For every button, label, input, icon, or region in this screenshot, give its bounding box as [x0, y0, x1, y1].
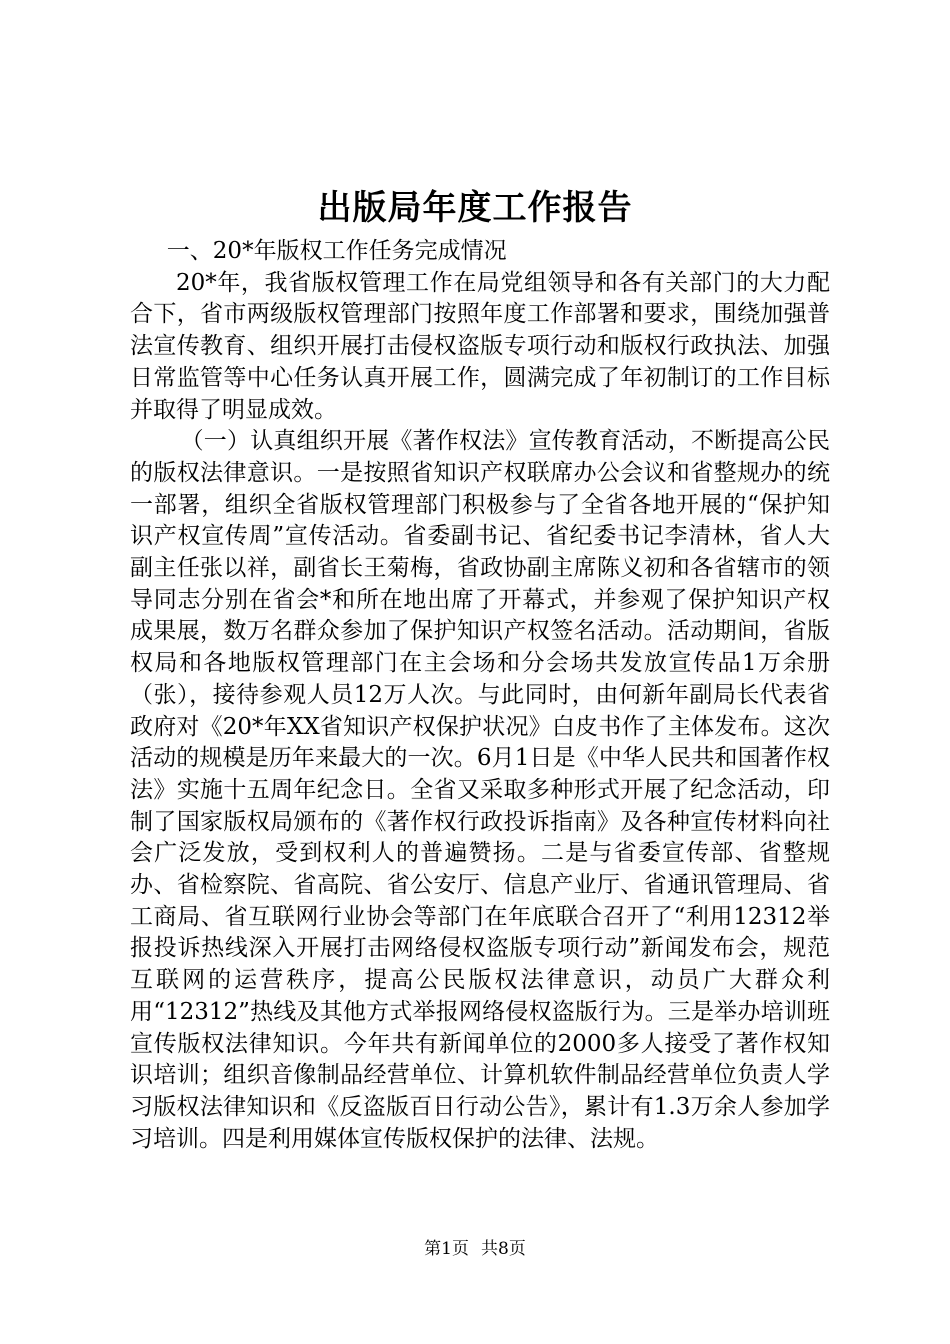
paragraph-publicity: （一）认真组织开展《著作权法》宣传教育活动，不断提高公民的版权法律意识。一是按照省知识产权联席办公会议和省整规办的统一部署，组织全省版权管理部门积极参与了全省各地开展的“保护知识产权宣传周”宣传活动。省委副书记、省纪委书记李清林，省人大副主任张以祥，副省长王菊梅，省政协副主席陈义初和各省辖市的领导同志分别在省会*和所在地出席了开幕式，并参观了保护知识产权成果展，数万名群众参加了保护知识产权签名活动。活动期间，省版权局和各地版权管理部门在主会场和分会场共发放宣传品1万余册（张），接待参观人员12万人次。与此同时，由何新年副局长代表省政府对《20*年XX省知识产权保护状况》白皮书作了主体发布。这次活动的规模是历年来最大的一次。6月1日是《中华人民共和国著作权法》实施十五周年纪念日。全省又采取多种形式开展了纪念活动，印制了国家版权局颁布的《著作权行政投诉指南》及各种宣传材料向社会广泛发放，受到权利人的普遍赞扬。二是与省委宣传部、省整规办、省检察院、省高院、省公安厅、信息产业厅、省通讯管理局、省工商局、省互联网行业协会等部门在年底联合召开了“利用12312举报投诉热线深入开展打击网络侵权盗版专项行动”新闻发布会，规范互联网的运营秩序，提高公民版权法律意识，动员广大群众利用“12312”热线及其他方式举报网络侵权盗版行为。三是举办培训班宣传版权法律知识。今年共有新闻单位的2000多人接受了著作权知识培训；组织音像制品经营单位、计算机软件制品经营单位负责人学习版权法律知识和《反盗版百日行动公告》，累计有1.3万余人参加学习培训。四是利用媒体宣传版权保护的法律、法规。 [130, 428, 830, 1152]
page-footer [0, 1238, 950, 1260]
paragraph-summary: 20*年，我省版权管理工作在局党组领导和各有关部门的大力配合下，省市两级版权管理部门按照年度工作部署和要求，围绕加强普法宣传教育、组织开展打击侵权盗版专项行动和版权行政执法、加强日常监管等中心任务认真开展工作，圆满完成了年初制订的工作目标并取得了明显成效。 [130, 269, 830, 423]
document-title: 出版局年度工作报告 [317, 188, 633, 228]
section-heading: 一、20*年版权工作任务完成情况 [166, 238, 507, 264]
page-total: 共8页 [481, 1239, 526, 1259]
page-number: 第1页 [424, 1239, 469, 1259]
document-body [130, 236, 830, 1155]
